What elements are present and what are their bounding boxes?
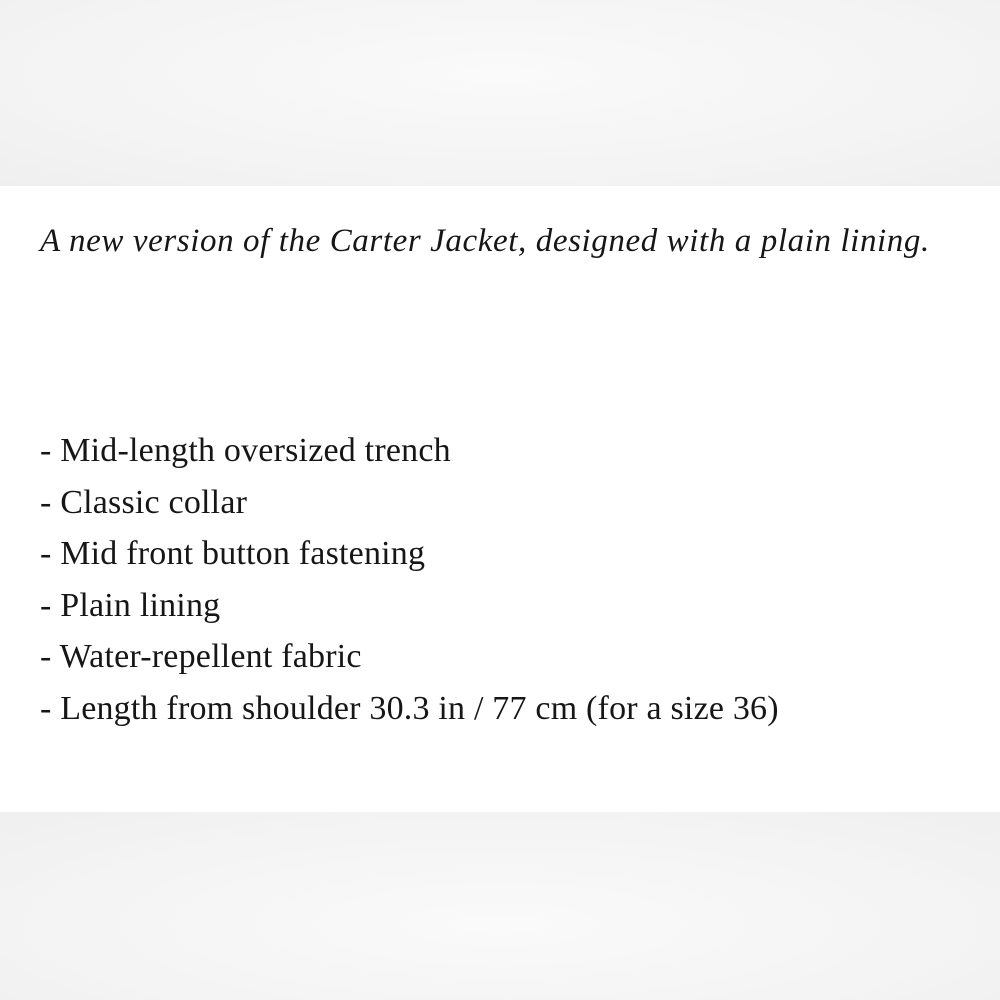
product-intro-text: A new version of the Carter Jacket, designed with a plain lining. xyxy=(40,223,930,259)
top-background-band xyxy=(0,0,1000,186)
feature-item: - Water-repellent fabric xyxy=(40,638,362,676)
feature-item: - Mid-length oversized trench xyxy=(40,432,451,469)
feature-item: - Classic collar xyxy=(40,483,248,521)
feature-item: - Plain lining xyxy=(40,586,221,624)
feature-item: - Length from shoulder 30.3 in / 77 cm (for a size 36) xyxy=(40,689,779,727)
feature-list xyxy=(40,425,980,735)
feature-item: - Mid front button fastening xyxy=(40,535,426,573)
bottom-background-band xyxy=(0,812,1000,1000)
